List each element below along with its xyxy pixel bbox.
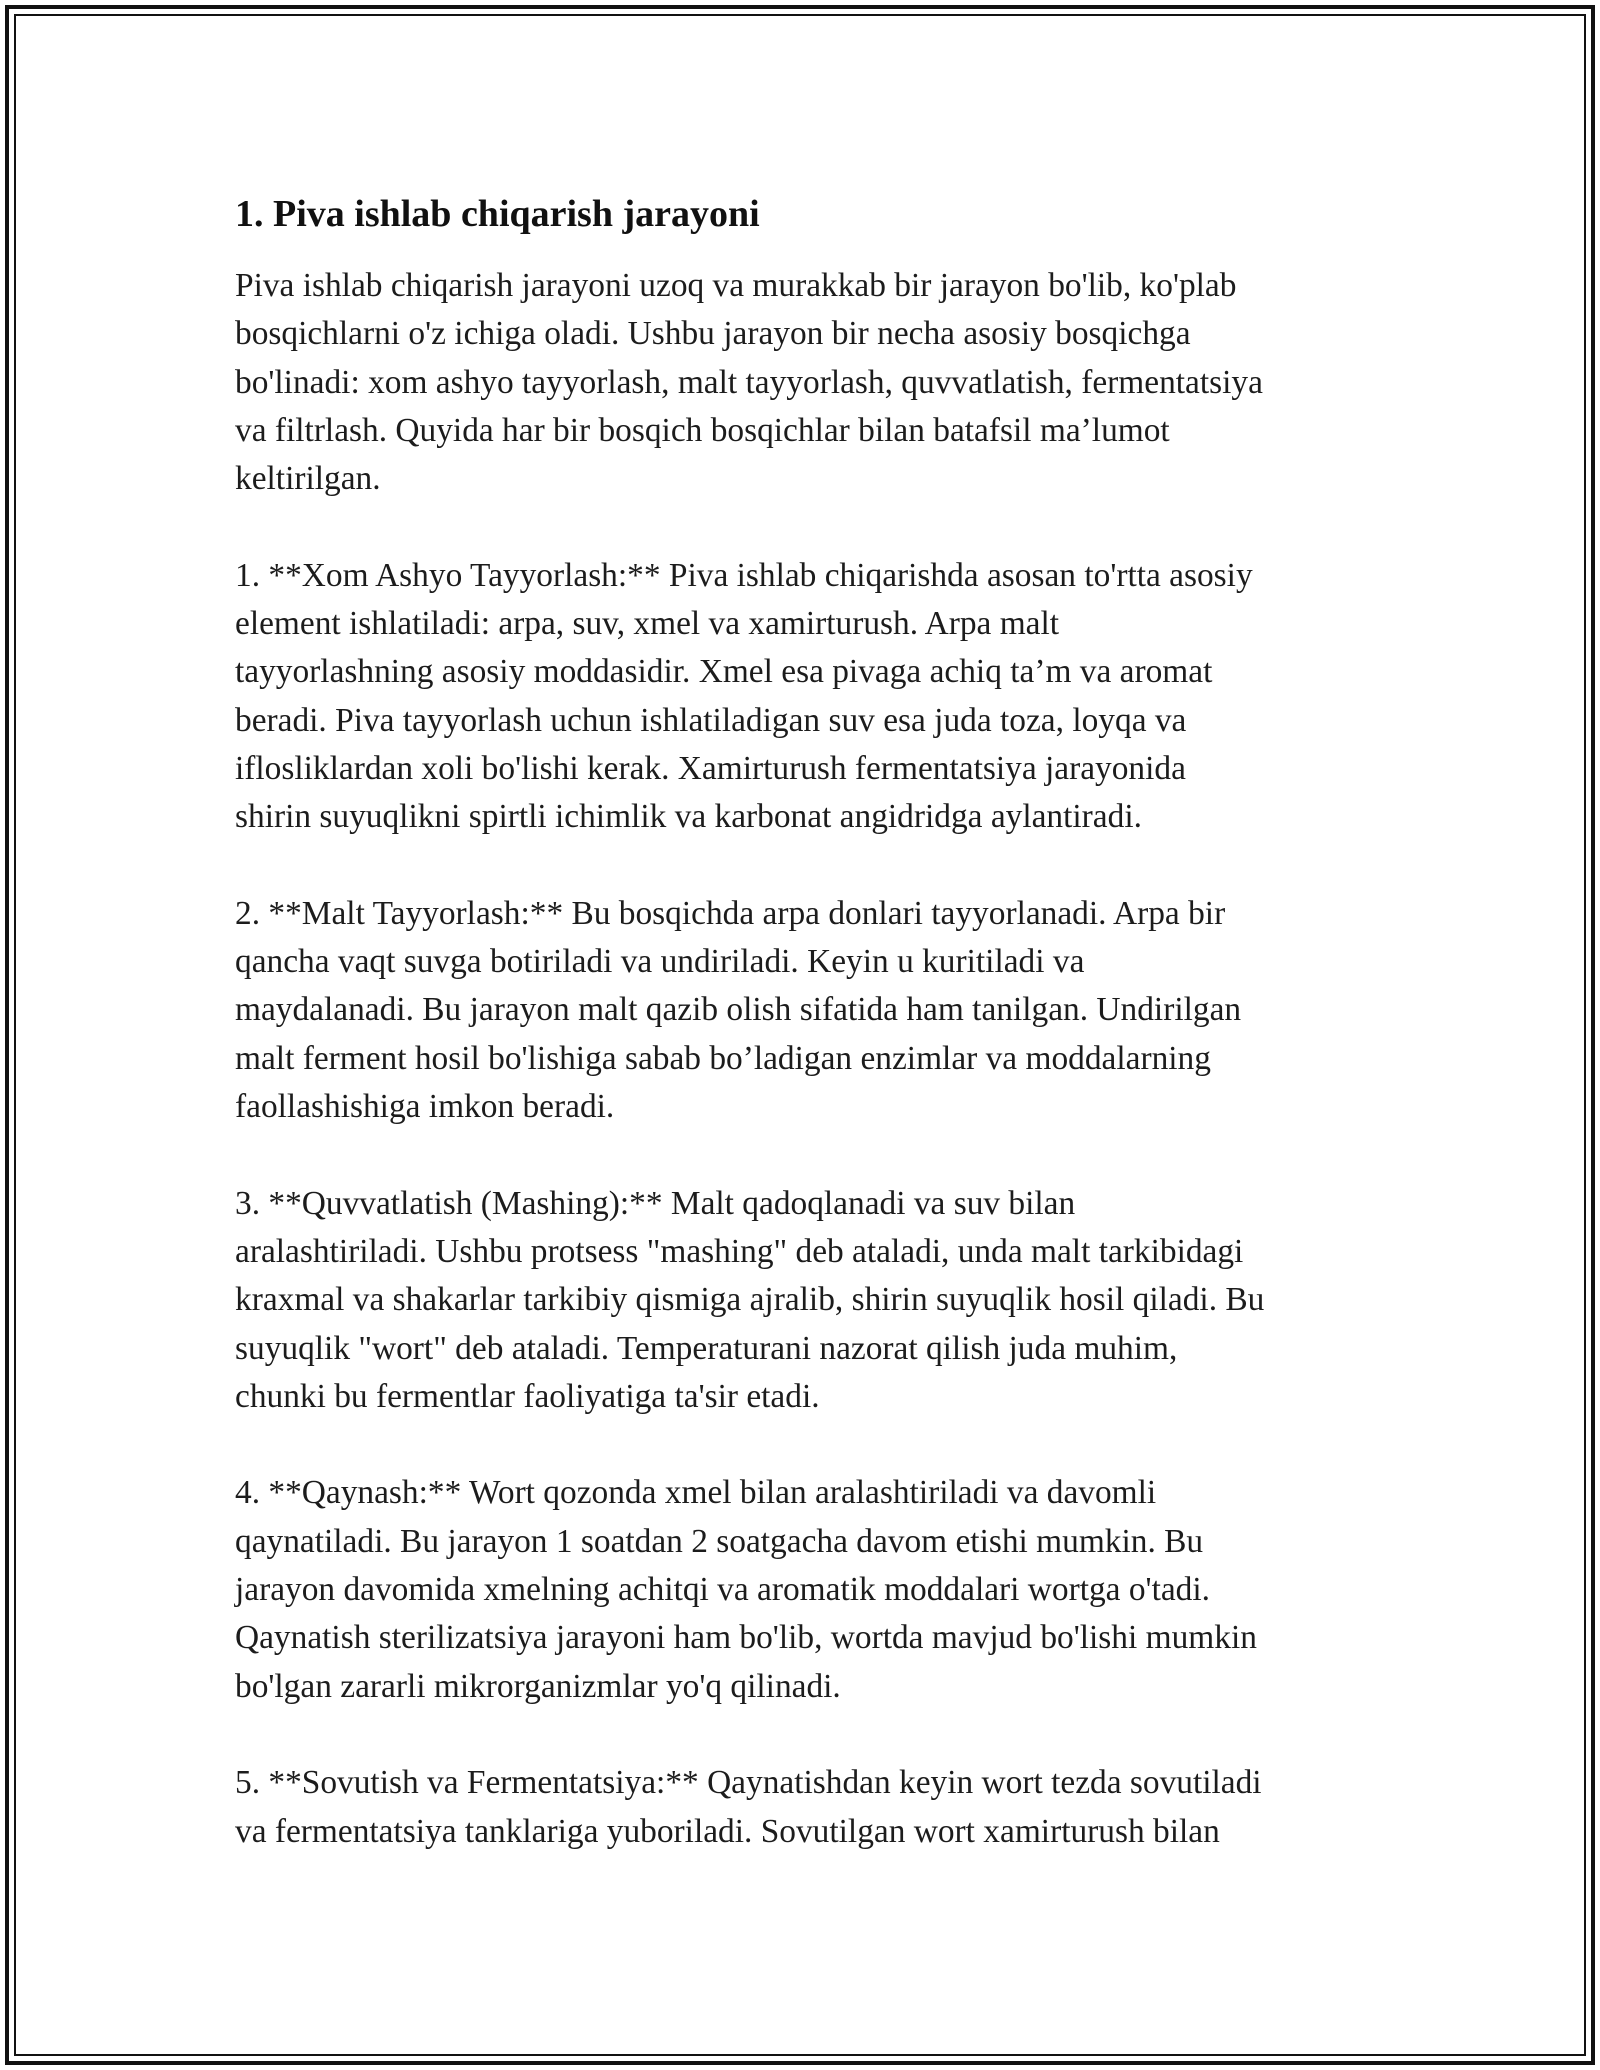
section-heading: 1. Piva ishlab chiqarish jarayoni [235, 193, 760, 235]
step-3-mashing-paragraph: 3. **Quvvatlatish (Mashing):** Malt qadoqlanadi va suv bilan aralashtiriladi. Ushbu protsess "mashing" deb ataladi, unda malt tarkibidagi kraxmal va shakarlar tarkibiy qismiga ajralib, shirin suyuqlik hosil qiladi. Bu suyuqlik "wort" deb ataladi. Temperaturani nazorat qilish juda muhim, chunki bu fermentlar faoliyatiga ta'sir etadi. [235, 1184, 1265, 1415]
step-1-raw-materials-paragraph: 1. **Xom Ashyo Tayyorlash:** Piva ishlab chiqarishda asosan to'rtta asosiy element ishlatiladi: arpa, suv, xmel va xamirturush. Arpa malt tayyorlashning asosiy moddasidir. Xmel esa pivaga achiq ta’m va aromat beradi. Piva tayyorlash uchun ishlatiladigan suv esa juda toza, loyqa va iflosliklardan xoli bo'lishi kerak. Xamirturush fermentatsiya jarayonida shirin suyuqlikni spirtli ichimlik va karbonat angidridga aylantiradi. [235, 556, 1253, 836]
document-body [235, 188, 1385, 1856]
step-5-cooling-fermentation-paragraph: 5. **Sovutish va Fermentatsiya:** Qaynatishdan keyin wort tezda sovutiladi va fermentatsiya tanklariga yuboriladi. Sovutilgan wort xamirturush bilan [235, 1764, 1262, 1850]
intro-paragraph: Piva ishlab chiqarish jarayoni uzoq va murakkab bir jarayon bo'lib, ko'plab bosqichlarni o'z ichiga oladi. Ushbu jarayon bir necha asosiy bosqichga bo'linadi: xom ashyo tayyorlash, malt tayyorlash, quvvatlatish, fermentatsiya va filtrlash. Quyida har bir bosqich bosqichlar bilan batafsil ma’lumot keltirilgan. [235, 267, 1263, 498]
step-2-malting-paragraph: 2. **Malt Tayyorlash:** Bu bosqichda arpa donlari tayyorlanadi. Arpa bir qancha vaqt suvga botiriladi va undiriladi. Keyin u kuritiladi va maydalanadi. Bu jarayon malt qazib olish sifatida ham tanilgan. Undirilgan malt ferment hosil bo'lishiga sabab bo’ladigan enzimlar va moddalarning faollashishiga imkon beradi. [235, 894, 1242, 1126]
step-4-boiling-paragraph: 4. **Qaynash:** Wort qozonda xmel bilan aralashtiriladi va davomli qaynatiladi. Bu jarayon 1 soatdan 2 soatgacha davom etishi mumkin. Bu jarayon davomida xmelning achitqi va aromatik moddalari wortga o'tadi. Qaynatish sterilizatsiya jarayoni ham bo'lib, wortda mavjud bo'lishi mumkin bo'lgan zararli mikrorganizmlar yo'q qilinadi. [235, 1474, 1257, 1705]
